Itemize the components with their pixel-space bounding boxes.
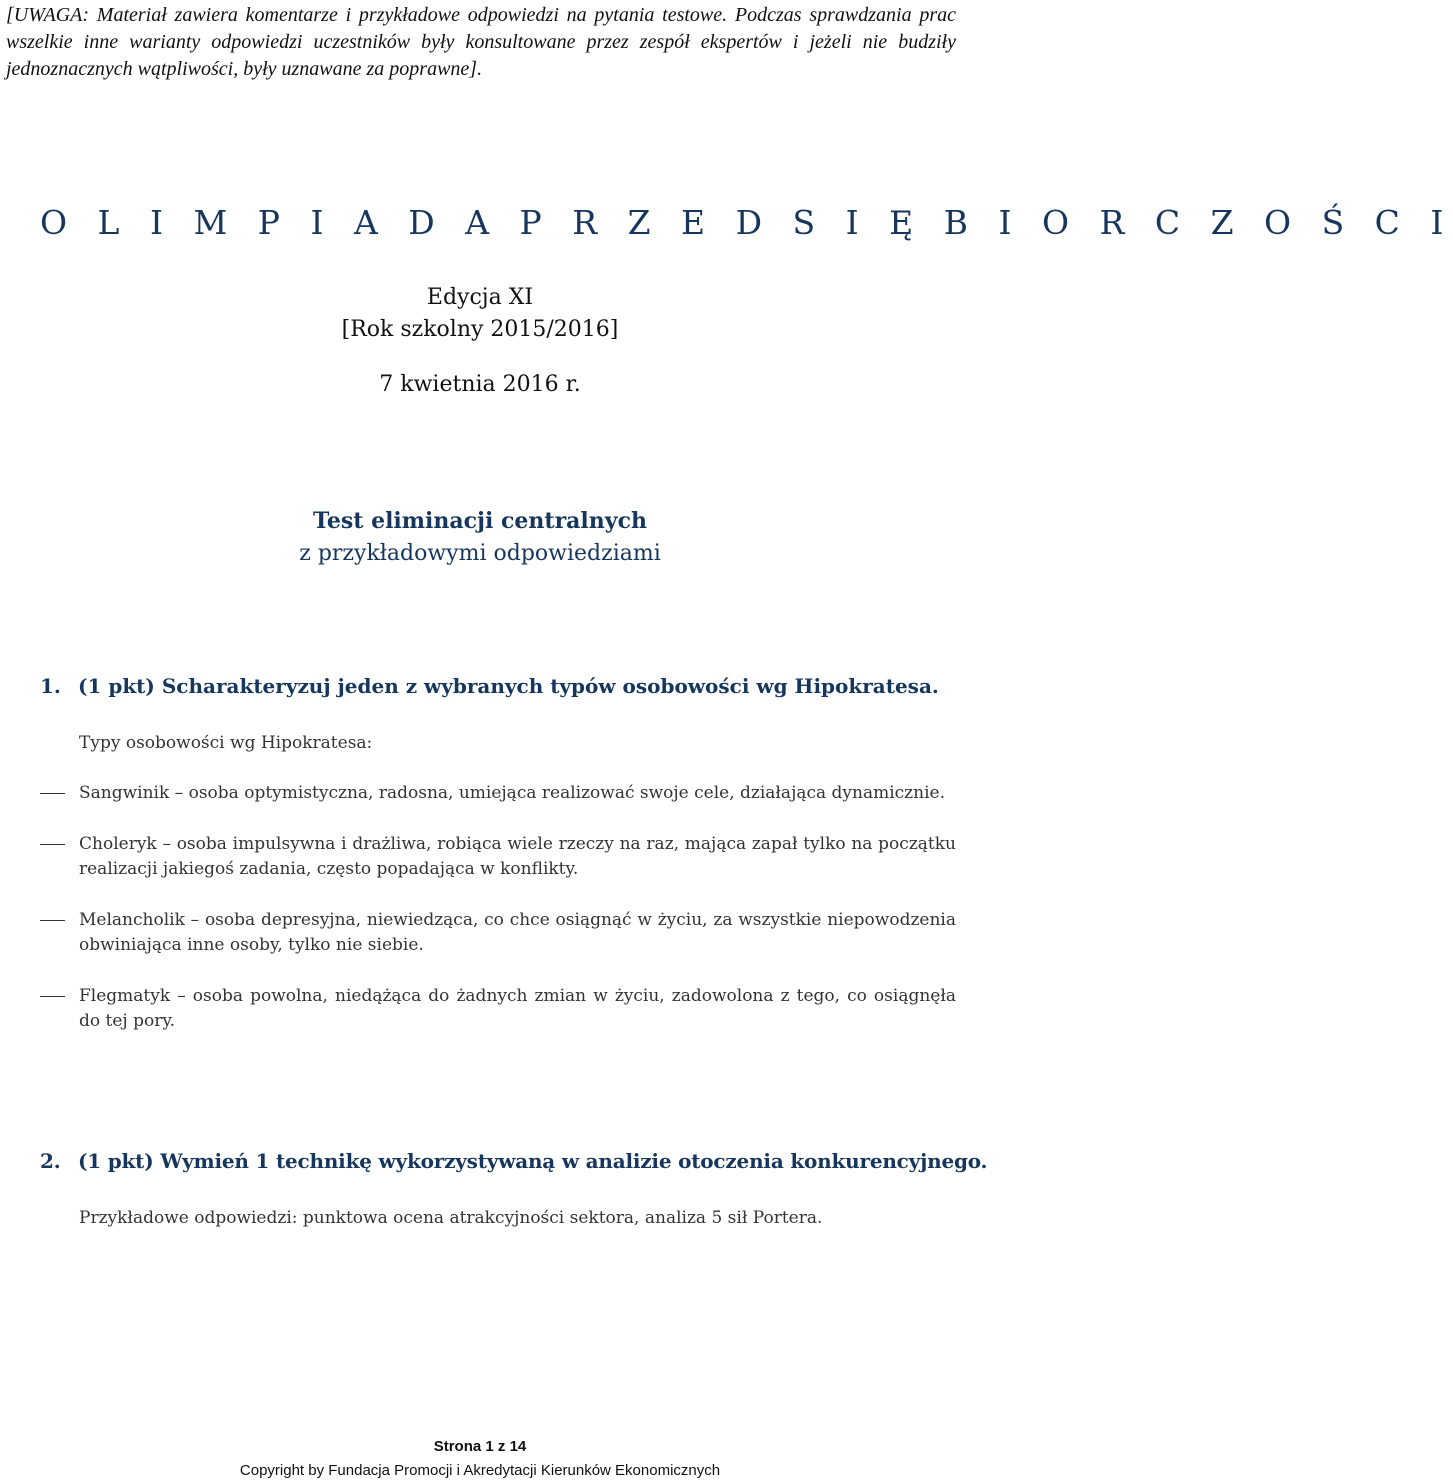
dash-bullet-icon bbox=[40, 920, 65, 921]
list-item bbox=[40, 984, 956, 1034]
notice-line: sprawdzania prac wszelkie inne warianty odpowiedzi uczestników były konsultowane przez zespół bbox=[6, 4, 956, 53]
list-item-text: Melancholik – osoba depresyjna, niewiedząca, co chce osiągnąć w życiu, za wszystkie niepowodzenia obwiniająca inne osoby, tylko nie siebie. bbox=[79, 910, 956, 955]
dash-bullet-icon bbox=[40, 996, 65, 997]
edition-block bbox=[0, 282, 960, 346]
list-item bbox=[40, 832, 956, 882]
list-item bbox=[40, 781, 956, 806]
dash-bullet-icon bbox=[40, 793, 65, 794]
edition-label: Edycja XI bbox=[426, 285, 534, 310]
school-year: [Rok szkolny 2015/2016] bbox=[341, 317, 619, 342]
sample-answer: Przykładowe odpowiedzi: punktowa ocena atrakcyjności sektora, analiza 5 sił Portera. bbox=[79, 1208, 823, 1228]
question-1 bbox=[40, 674, 939, 698]
list-item bbox=[40, 908, 956, 958]
personality-types-list bbox=[40, 781, 956, 1060]
question-2 bbox=[40, 1149, 987, 1173]
page-number: Strona 1 z 14 bbox=[433, 1438, 527, 1455]
answer-intro: Typy osobowości wg Hipokratesa: bbox=[79, 733, 373, 753]
question-number: 2. bbox=[40, 1149, 61, 1173]
exam-date: 7 kwietnia 2016 r. bbox=[379, 372, 581, 397]
notice-line: [UWAGA: Materiał zawiera komentarze i przykładowe odpowiedzi na pytania testowe. Podczas bbox=[6, 4, 810, 26]
list-item-text: Choleryk – osoba impulsywna i drażliwa, robiąca wiele rzeczy na raz, mająca zapał tylko na początku realizacji jakiegoś zadania, często popadająca w konflikty. bbox=[79, 834, 956, 879]
copyright-notice: Copyright by Fundacja Promocji i Akredytacji Kierunków Ekonomicznych bbox=[239, 1462, 721, 1479]
question-text: (1 pkt) Wymień 1 technikę wykorzystywaną w analizie otoczenia konkurencyjnego. bbox=[78, 1149, 988, 1173]
list-item-text: Flegmatyk – osoba powolna, niedążąca do żadnych zmian w życiu, zadowolona z tego, co osiągnęła do tej pory. bbox=[79, 986, 956, 1031]
question-number: 1. bbox=[40, 674, 61, 698]
disclaimer-notice bbox=[6, 2, 956, 83]
test-title: Test eliminacji centralnych bbox=[313, 508, 647, 534]
notice-line: ekspertów i jeżeli nie budziły jednoznacznych wątpliwości, były uznawane za poprawne]. bbox=[6, 31, 956, 80]
list-item-text: Sangwinik – osoba optymistyczna, radosna, umiejąca realizować swoje cele, działająca dynamicznie. bbox=[79, 783, 945, 803]
dash-bullet-icon bbox=[40, 844, 65, 845]
question-text: (1 pkt) Scharakteryzuj jeden z wybranych typów osobowości wg Hipokratesa. bbox=[78, 674, 939, 698]
olympiad-title: O L I M P I A D A P R Z E D S I Ę B I O R C Z O Ś C I bbox=[40, 203, 1453, 242]
test-subtitle: z przykładowymi odpowiedziami bbox=[299, 541, 661, 566]
